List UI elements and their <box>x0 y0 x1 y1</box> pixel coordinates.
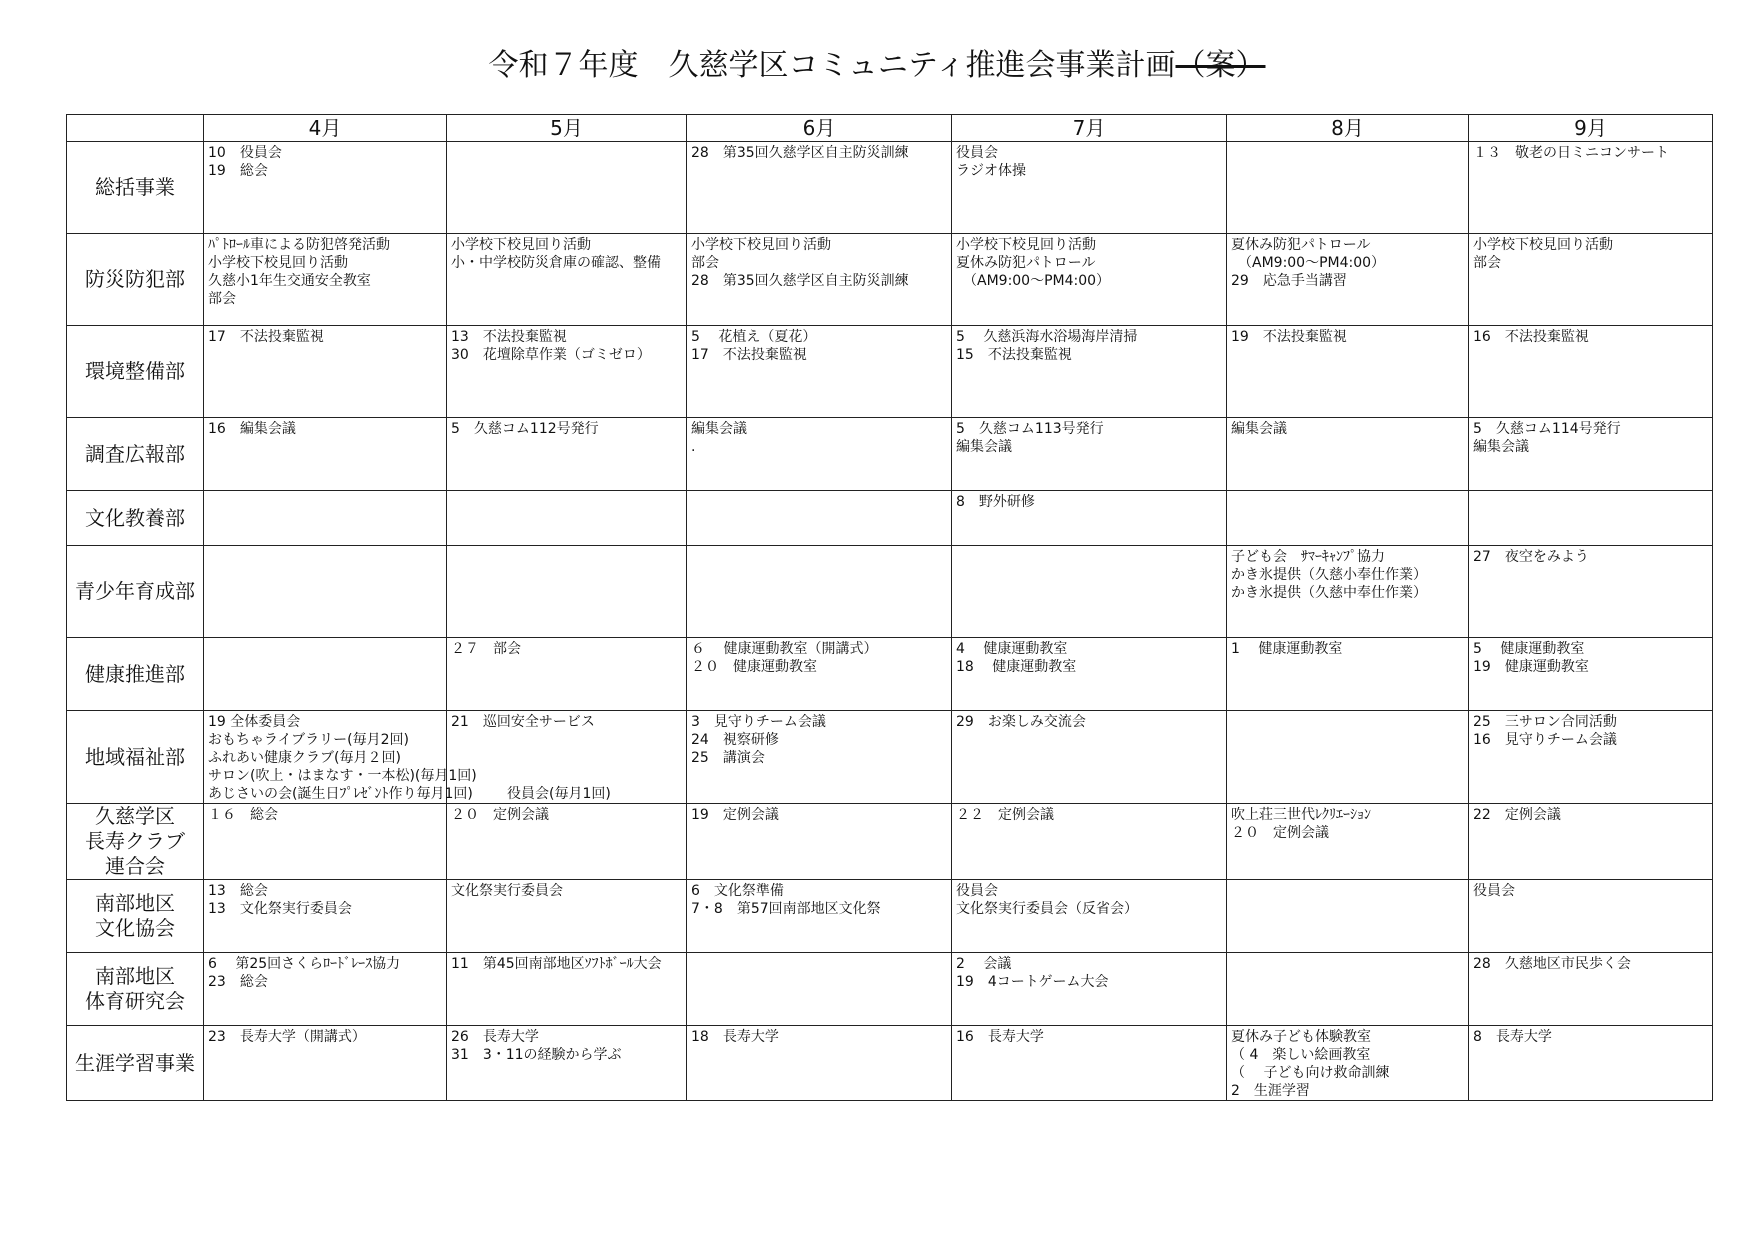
schedule-cell <box>1227 491 1469 546</box>
department-row <box>67 638 1713 711</box>
schedule-entry: 24 視察研修 <box>691 732 779 748</box>
schedule-cell <box>1469 711 1713 804</box>
schedule-entry: 22 定例会議 <box>1473 807 1561 823</box>
schedule-cell <box>447 234 687 326</box>
schedule-cell <box>952 418 1227 491</box>
month-header: 9月 <box>1469 115 1713 142</box>
schedule-cell <box>952 234 1227 326</box>
schedule-entry: 13 文化祭実行委員会 <box>208 901 352 917</box>
schedule-cell <box>204 638 447 711</box>
schedule-entry: ２２ 定例会議 <box>956 807 1054 823</box>
schedule-cell <box>1469 1026 1713 1101</box>
schedule-cell <box>1469 880 1713 953</box>
schedule-entry: 小・中学校防災倉庫の確認、整備 <box>451 255 661 271</box>
schedule-cell <box>952 142 1227 234</box>
schedule-entry: （ 4 楽しい絵画教室 <box>1231 1047 1371 1063</box>
schedule-entry: 3 見守りチーム会議 <box>691 714 826 730</box>
schedule-entry: 16 見守りチーム会議 <box>1473 732 1617 748</box>
department-row <box>67 491 1713 546</box>
schedule-cell <box>447 491 687 546</box>
schedule-entry: ２０ 定例会議 <box>451 807 549 823</box>
schedule-entry: 5 久慈浜海水浴場海岸清掃 <box>956 329 1138 345</box>
schedule-cell <box>204 418 447 491</box>
schedule-cell <box>447 953 687 1026</box>
schedule-cell <box>1227 418 1469 491</box>
schedule-entry: 21 巡回安全サービス <box>451 714 595 730</box>
department-row <box>67 1026 1713 1101</box>
department-row <box>67 234 1713 326</box>
schedule-cell <box>447 418 687 491</box>
department-row <box>67 326 1713 418</box>
schedule-entry: 8 長寿大学 <box>1473 1029 1552 1045</box>
title-text: 令和７年度 久慈学区コミュニティ推進会事業計画 <box>488 48 1176 83</box>
schedule-cell <box>1227 326 1469 418</box>
schedule-entry: 17 不法投棄監視 <box>208 329 324 345</box>
schedule-entry: 部会 <box>208 291 236 307</box>
schedule-cell <box>1227 1026 1469 1101</box>
schedule-cell <box>204 142 447 234</box>
department-name: 生涯学習事業 <box>67 1026 204 1101</box>
schedule-cell <box>687 418 952 491</box>
schedule-cell <box>687 142 952 234</box>
schedule-cell <box>1469 326 1713 418</box>
schedule-entry: 役員会 <box>1473 883 1515 899</box>
schedule-cell <box>1227 953 1469 1026</box>
schedule-cell <box>1227 804 1469 880</box>
department-name: 南部地区 体育研究会 <box>67 953 204 1026</box>
schedule-entry: 編集会議 <box>956 439 1012 455</box>
schedule-entry: 28 第35回久慈学区自主防災訓練 <box>691 145 909 161</box>
department-name: 地域福祉部 <box>67 711 204 804</box>
schedule-entry: 19 全体委員会 <box>208 714 301 730</box>
schedule-cell <box>1469 491 1713 546</box>
schedule-cell <box>447 1026 687 1101</box>
schedule-entry <box>451 749 682 767</box>
schedule-entry: 23 総会 <box>208 974 268 990</box>
department-row <box>67 711 1713 804</box>
title-draft-mark: （案） <box>1175 48 1266 83</box>
schedule-entry: 30 花壇除草作業（ゴミゼロ） <box>451 347 651 363</box>
schedule-cell <box>447 546 687 638</box>
schedule-entry: 19 不法投棄監視 <box>1231 329 1347 345</box>
schedule-entry: 11 第45回南部地区ｿﾌﾄﾎﾞｰﾙ大会 <box>451 956 662 972</box>
schedule-entry: ﾊﾟﾄﾛｰﾙ車による防犯啓発活動 <box>208 237 390 253</box>
schedule-entry: サロン(吹上・はまなす・一本松)(毎月1回) <box>208 768 477 784</box>
schedule-cell <box>1469 142 1713 234</box>
schedule-entry: 6 文化祭準備 <box>691 883 784 899</box>
schedule-cell <box>204 880 447 953</box>
schedule-entry: . <box>691 439 696 455</box>
schedule-cell <box>1469 546 1713 638</box>
department-name: 防災防犯部 <box>67 234 204 326</box>
department-row <box>67 880 1713 953</box>
schedule-cell <box>447 142 687 234</box>
schedule-entry: 29 応急手当講習 <box>1231 273 1347 289</box>
department-name: 健康推進部 <box>67 638 204 711</box>
schedule-cell <box>204 1026 447 1101</box>
schedule-entry: 子ども会 ｻﾏｰｷｬﾝﾌﾟ協力 <box>1231 549 1385 565</box>
schedule-entry: （AM9:00～PM4:00） <box>1231 255 1386 271</box>
schedule-cell <box>687 953 952 1026</box>
schedule-entry: 役員会 <box>956 883 998 899</box>
schedule-cell <box>1469 418 1713 491</box>
schedule-entry: あじさいの会(誕生日ﾌﾟﾚｾﾞﾝﾄ作り毎月1回) <box>208 786 473 802</box>
schedule-entry: 5 健康運動教室 <box>1473 641 1585 657</box>
schedule-entry: ふれあい健康クラブ(毎月２回) <box>208 750 401 766</box>
schedule-cell <box>952 804 1227 880</box>
schedule-entry: 1 健康運動教室 <box>1231 641 1343 657</box>
schedule-cell <box>952 953 1227 1026</box>
schedule-entry: （AM9:00～PM4:00） <box>956 273 1111 289</box>
schedule-entry: 5 久慈コム112号発行 <box>451 421 599 437</box>
schedule-cell <box>447 711 687 804</box>
schedule-entry: 4 健康運動教室 <box>956 641 1068 657</box>
schedule-entry: 16 不法投棄監視 <box>1473 329 1589 345</box>
schedule-cell <box>952 638 1227 711</box>
schedule-entry: 18 長寿大学 <box>691 1029 779 1045</box>
schedule-entry: 13 不法投棄監視 <box>451 329 567 345</box>
department-name: 環境整備部 <box>67 326 204 418</box>
department-row <box>67 418 1713 491</box>
schedule-cell <box>1227 234 1469 326</box>
schedule-entry: 13 総会 <box>208 883 268 899</box>
schedule-entry: 2 会議 <box>956 956 1012 972</box>
schedule-entry: 28 第35回久慈学区自主防災訓練 <box>691 273 909 289</box>
schedule-cell <box>1227 711 1469 804</box>
schedule-cell <box>1469 804 1713 880</box>
schedule-cell <box>447 638 687 711</box>
schedule-entry: 19 定例会議 <box>691 807 779 823</box>
schedule-entry: 17 不法投棄監視 <box>691 347 807 363</box>
document-title <box>0 44 1754 88</box>
schedule-entry: １３ 敬老の日ミニコンサート <box>1473 145 1669 161</box>
schedule-cell <box>687 1026 952 1101</box>
schedule-entry: かき氷提供（久慈小奉仕作業） <box>1231 567 1427 583</box>
schedule-cell <box>447 326 687 418</box>
schedule-entry: 久慈小1年生交通安全教室 <box>208 273 371 289</box>
corner-cell <box>67 115 204 142</box>
month-header: 4月 <box>204 115 447 142</box>
department-row <box>67 546 1713 638</box>
schedule-entry: 31 3・11の経験から学ぶ <box>451 1047 622 1063</box>
schedule-entry: （ 子ども向け救命訓練 <box>1231 1065 1390 1081</box>
schedule-entry: 5 久慈コム113号発行 <box>956 421 1104 437</box>
schedule-cell <box>1469 638 1713 711</box>
schedule-entry: 5 久慈コム114号発行 <box>1473 421 1621 437</box>
schedule-entry: 19 健康運動教室 <box>1473 659 1589 675</box>
schedule-entry: 部会 <box>691 255 719 271</box>
department-name: 青少年育成部 <box>67 546 204 638</box>
department-name: 文化教養部 <box>67 491 204 546</box>
schedule-entry: 8 野外研修 <box>956 494 1035 510</box>
schedule-entry: 役員会 <box>956 145 998 161</box>
schedule-cell <box>204 234 447 326</box>
schedule-cell <box>1227 880 1469 953</box>
schedule-cell <box>204 953 447 1026</box>
schedule-entry: 28 久慈地区市民歩く会 <box>1473 956 1631 972</box>
department-row <box>67 953 1713 1026</box>
schedule-cell <box>687 880 952 953</box>
schedule-entry: 27 夜空をみよう <box>1473 549 1589 565</box>
schedule-entry: 2 生涯学習 <box>1231 1083 1310 1099</box>
month-header: 7月 <box>952 115 1227 142</box>
schedule-entry: 夏休み子ども体験教室 <box>1231 1029 1371 1045</box>
month-header-row <box>67 115 1713 142</box>
schedule-cell <box>952 546 1227 638</box>
schedule-entry: 6 第25回さくらﾛｰﾄﾞﾚｰｽ協力 <box>208 956 401 972</box>
schedule-entry: 19 総会 <box>208 163 268 179</box>
schedule-cell <box>687 804 952 880</box>
schedule-entry: 部会 <box>1473 255 1501 271</box>
schedule-cell <box>687 326 952 418</box>
schedule-entry: 小学校下校見回り活動 <box>956 237 1096 253</box>
department-row <box>67 142 1713 234</box>
schedule-cell <box>447 804 687 880</box>
schedule-cell <box>952 711 1227 804</box>
schedule-cell <box>204 546 447 638</box>
schedule-cell <box>1469 234 1713 326</box>
schedule-entry: ２７ 部会 <box>451 641 521 657</box>
schedule-entry: 18 健康運動教室 <box>956 659 1077 675</box>
schedule-entry: 25 講演会 <box>691 750 765 766</box>
schedule-cell <box>1227 638 1469 711</box>
schedule-cell <box>1227 546 1469 638</box>
schedule-entry: 小学校下校見回り活動 <box>1473 237 1613 253</box>
schedule-entry: おもちゃライブラリー(毎月2回) <box>208 732 409 748</box>
month-header: 5月 <box>447 115 687 142</box>
schedule-entry: ２０ 定例会議 <box>1231 825 1329 841</box>
schedule-entry: 7・8 第57回南部地区文化祭 <box>691 901 881 917</box>
schedule-entry: 小学校下校見回り活動 <box>691 237 831 253</box>
schedule-cell <box>687 234 952 326</box>
schedule-cell <box>1227 142 1469 234</box>
schedule-cell <box>204 804 447 880</box>
month-header: 6月 <box>687 115 952 142</box>
plan-body <box>67 142 1713 1101</box>
schedule-entry: ２０ 健康運動教室 <box>691 659 817 675</box>
schedule-cell <box>687 491 952 546</box>
schedule-cell <box>952 1026 1227 1101</box>
schedule-entry: 小学校下校見回り活動 <box>451 237 591 253</box>
schedule-cell <box>204 711 477 804</box>
schedule-cell <box>687 546 952 638</box>
schedule-entry: 16 編集会議 <box>208 421 296 437</box>
business-plan-table <box>66 114 1713 1101</box>
schedule-entry: 16 長寿大学 <box>956 1029 1044 1045</box>
schedule-cell <box>952 326 1227 418</box>
schedule-cell <box>952 491 1227 546</box>
schedule-entry: 編集会議 <box>691 421 747 437</box>
schedule-entry: 夏休み防犯パトロール <box>956 255 1096 271</box>
department-name: 南部地区 文化協会 <box>67 880 204 953</box>
schedule-entry: 役員会(毎月1回) <box>451 786 611 802</box>
schedule-cell <box>447 880 687 953</box>
schedule-entry: 26 長寿大学 <box>451 1029 539 1045</box>
schedule-cell <box>687 711 952 804</box>
schedule-cell <box>687 638 952 711</box>
schedule-entry: 編集会議 <box>1231 421 1287 437</box>
schedule-entry <box>451 731 682 749</box>
schedule-cell <box>204 326 447 418</box>
department-row <box>67 804 1713 880</box>
schedule-entry: ラジオ体操 <box>956 163 1026 179</box>
month-header: 8月 <box>1227 115 1469 142</box>
schedule-entry: 10 役員会 <box>208 145 282 161</box>
department-name: 総括事業 <box>67 142 204 234</box>
schedule-entry: 19 4コートゲーム大会 <box>956 974 1109 990</box>
schedule-entry: かき氷提供（久慈中奉仕作業） <box>1231 585 1427 601</box>
schedule-entry: ６ 健康運動教室（開講式） <box>691 641 878 657</box>
department-name: 久慈学区 長寿クラブ 連合会 <box>67 804 204 880</box>
schedule-cell <box>1469 953 1713 1026</box>
schedule-cell <box>204 491 447 546</box>
schedule-entry: 25 三サロン合同活動 <box>1473 714 1617 730</box>
department-name: 調査広報部 <box>67 418 204 491</box>
schedule-entry: 29 お楽しみ交流会 <box>956 714 1086 730</box>
schedule-entry: 編集会議 <box>1473 439 1529 455</box>
schedule-entry: 夏休み防犯パトロール <box>1231 237 1371 253</box>
schedule-entry: １６ 総会 <box>208 807 278 823</box>
schedule-entry: 小学校下校見回り活動 <box>208 255 348 271</box>
schedule-entry: 23 長寿大学（開講式） <box>208 1029 366 1045</box>
schedule-entry: 吹上荘三世代ﾚｸﾘｴｰｼｮﾝ <box>1231 807 1371 823</box>
schedule-entry <box>451 767 682 785</box>
schedule-entry: 文化祭実行委員会 <box>451 883 563 899</box>
schedule-entry: 5 花植え（夏花） <box>691 329 817 345</box>
schedule-entry: 文化祭実行委員会（反省会） <box>956 901 1138 917</box>
schedule-entry: 15 不法投棄監視 <box>956 347 1072 363</box>
schedule-cell <box>952 880 1227 953</box>
